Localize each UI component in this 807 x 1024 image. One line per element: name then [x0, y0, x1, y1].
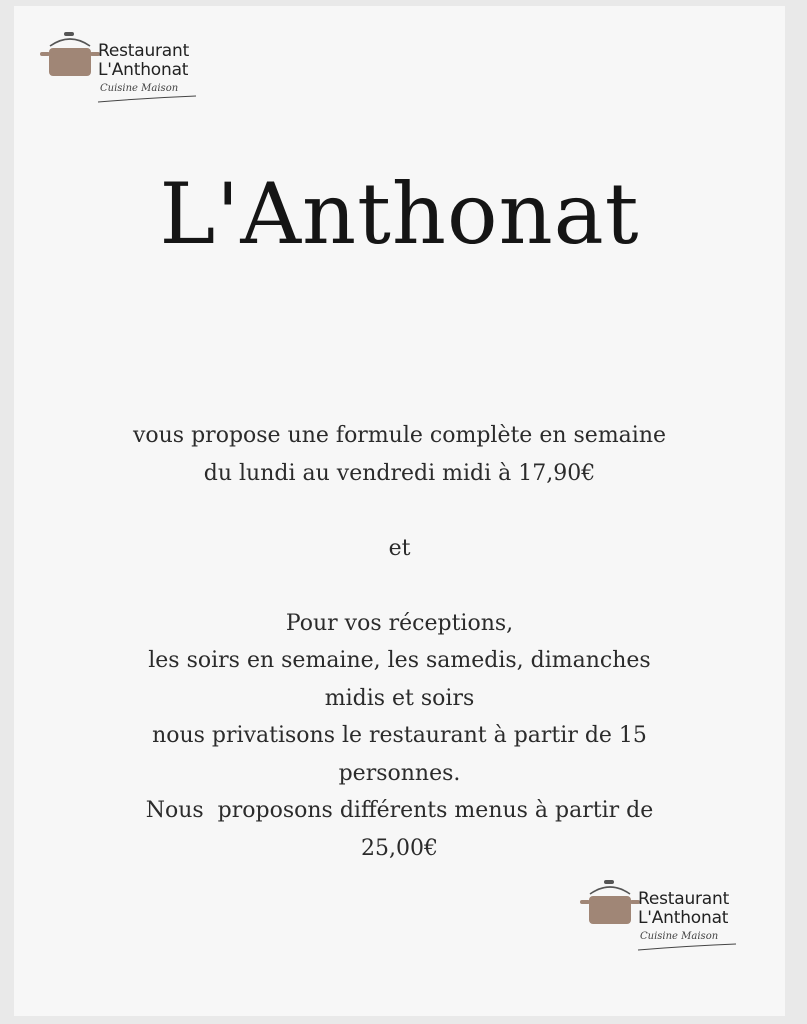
conjunction: et [388, 535, 411, 561]
logo-line-1: Restaurant [638, 889, 730, 909]
page-title: L'Anthonat [159, 165, 640, 263]
cooking-pot-icon [580, 874, 640, 930]
menu-page [14, 6, 785, 1016]
receptions-line-4: nous privatisons le restaurant à partir de 15 [152, 723, 647, 748]
logo-line-1: Restaurant [98, 41, 190, 61]
receptions-line-2: les soirs en semaine, les samedis, dimanches [148, 648, 651, 673]
logo-tagline: Cuisine Maison [640, 931, 719, 942]
restaurant-logo-top [40, 26, 215, 106]
receptions-line-6: Nous proposons différents menus à partir de [145, 798, 654, 823]
logo-name [638, 890, 729, 928]
receptions-line-1: Pour vos réceptions, [285, 610, 514, 636]
offer-line-2: du lundi au vendredi midi à 17,90€ [203, 460, 596, 486]
menu-text [44, 417, 755, 867]
receptions-line-3: midis et soirs [324, 685, 475, 711]
logo-underline [96, 94, 200, 106]
receptions-line-7: 25,00€ [361, 835, 438, 861]
logo-name [98, 42, 189, 80]
receptions-line-5: personnes. [338, 760, 461, 786]
logo-tagline: Cuisine Maison [100, 83, 179, 94]
logo-underline [636, 942, 740, 954]
restaurant-logo-bottom [580, 874, 755, 954]
cooking-pot-icon [40, 26, 100, 82]
logo-line-2: L'Anthonat [638, 908, 729, 928]
offer-line-1: vous propose une formule complète en semaine [132, 423, 667, 448]
logo-line-2: L'Anthonat [98, 60, 189, 80]
